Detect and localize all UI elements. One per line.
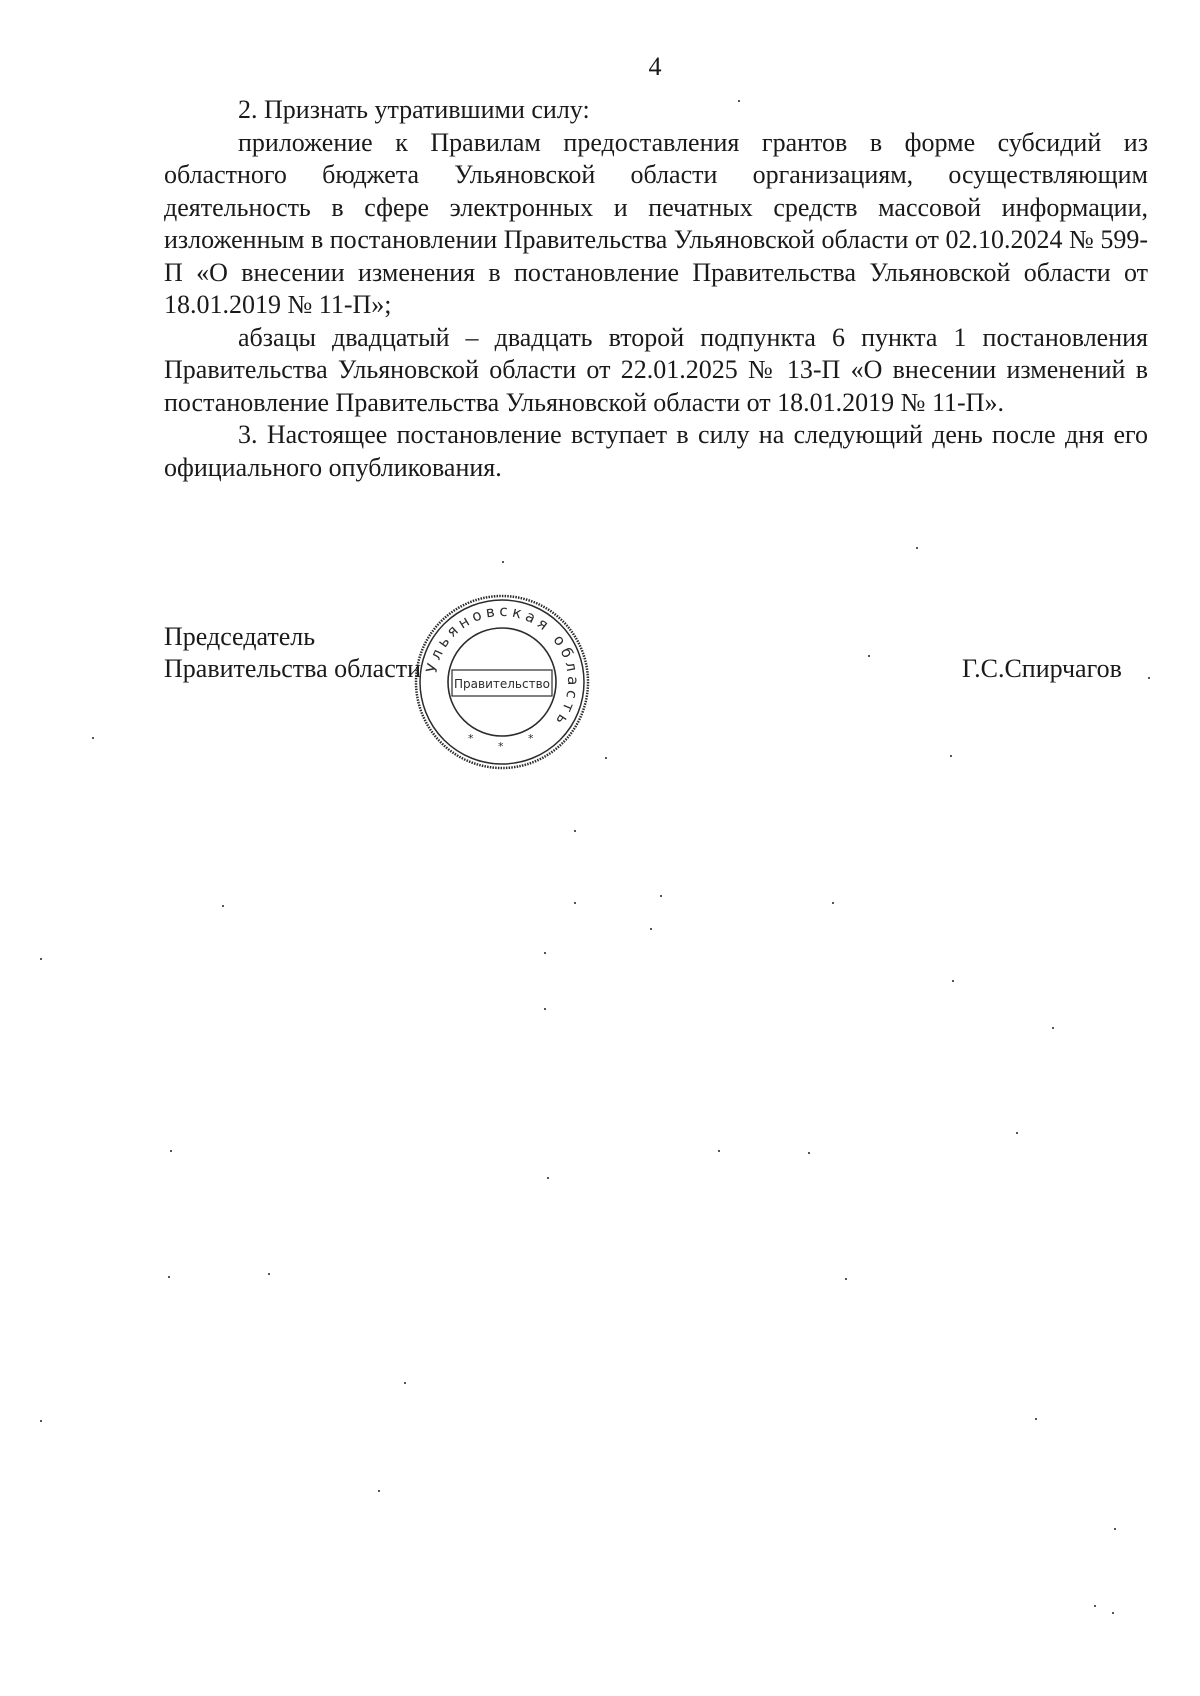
signatory-title	[164, 621, 421, 685]
signatory-title-line1: Председатель	[164, 622, 316, 651]
paragraph-2: приложение к Правилам предоставления грантов в форме субсидий из областного бюджета Ульяновской области организациям, осуществляющим деятельность в сфере электронных и печатных средств массовой информации, изложенным в постановлении Правительства Ульяновской области от 02.10.2024 № 599-П «О внесении изменения в постановление Правительства Ульяновской области от 18.01.2019 № 11-П»;	[164, 127, 1148, 319]
seal-star-icon: *	[498, 740, 504, 753]
signatory-title-line2: Правительства области	[164, 654, 422, 683]
document-body	[164, 94, 1148, 484]
seal-star-icon: *	[528, 732, 534, 745]
paragraph-3: абзацы двадцатый – двадцать второй подпункта 6 пункта 1 постановления Правительства Ульяновской области от 22.01.2025 № 13-П «О внесении изменений в постановление Правительства Ульяновской области от 18.01.2019 № 11-П».	[164, 322, 1148, 417]
paragraph-1: 2. Признать утратившими силу:	[238, 95, 590, 124]
signatory-name: Г.С.Спирчагов	[962, 654, 1122, 683]
seal-ring-text: Ульяновская область	[422, 601, 583, 732]
official-seal-icon	[412, 592, 592, 772]
page-number: 4	[648, 52, 662, 81]
seal-center-text: Правительство	[454, 677, 550, 691]
seal-star-icon: *	[468, 732, 474, 745]
paragraph-4: 3. Настоящее постановление вступает в силу на следующий день после дня его официального опубликования.	[164, 420, 1148, 482]
